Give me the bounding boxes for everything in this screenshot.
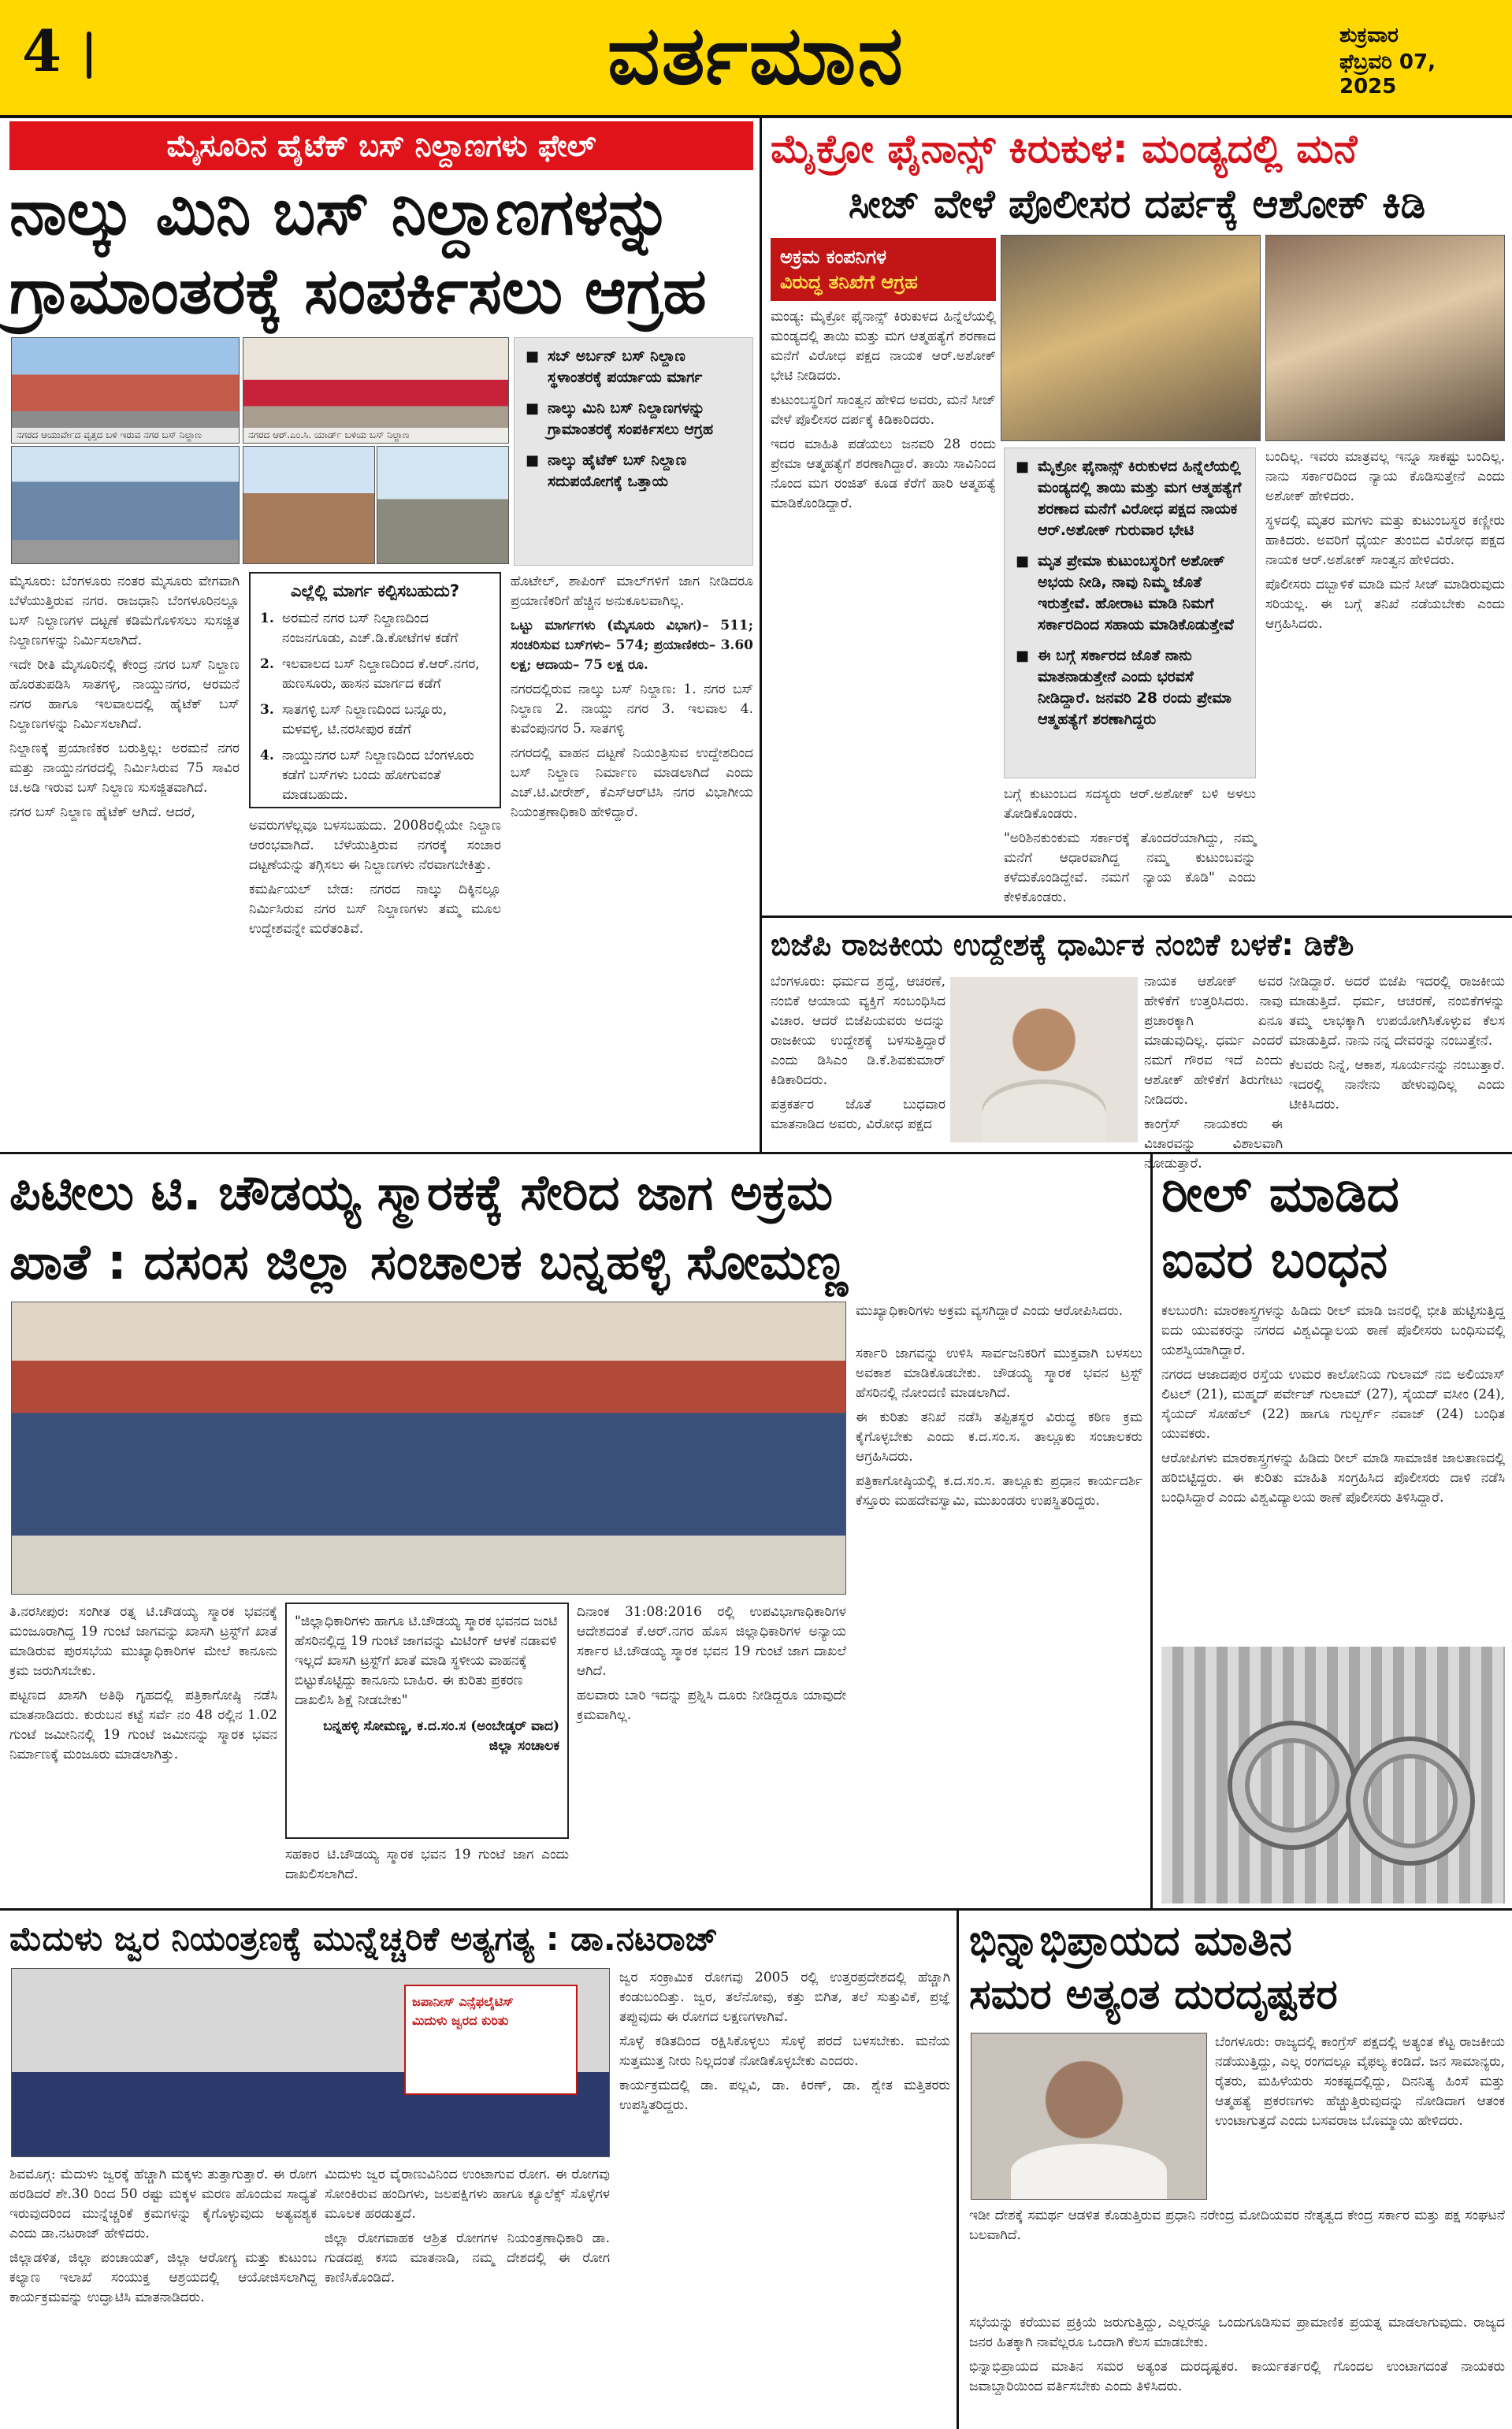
bus-stand-photo-2 [11, 446, 240, 564]
paragraph: ಈ ಕುರಿತು ತನಿಖೆ ನಡೆಸಿ ತಪ್ಪಿತಸ್ಥರ ವಿರುದ್ಧ ಕಠಿಣ ಕ್ರಮ ಕೈಗೊಳ್ಳಬೇಕು ಎಂದು ಕ.ದ.ಸಂ.ಸ. ತಾಲ್ಲೂಕು ಸಂಚಾಲಕರು ಆಗ್ರಹಿಸಿದರು. [856, 1409, 1142, 1465]
paragraph: ತಿ.ನರಸೀಪುರ: ಸಂಗೀತ ರತ್ನ ಟಿ.ಚೌಡಯ್ಯ ಸ್ಮಾರಕ ಭವನಕ್ಕೆ ಮಂಜೂರಾಗಿದ್ದ 19 ಗುಂಟೆ ಜಾಗವನ್ನು ಖಾಸಗಿ ಟ್ರಸ್ಟ್‌ಗೆ ಖಾತೆ ಮಾಡಿರುವ ಪುರಸಭೆಯ ಮುಖ್ಯಾಧಿಕಾರಿಗಳ ಮೇಲೆ ಕಾನೂನು ಕ್ರಮ ಜರುಗಿಸಬೇಕು. [9, 1604, 277, 1679]
story6-headline: ಮೆದುಳು ಜ್ವರ ನಿಯಂತ್ರಣಕ್ಕೆ ಮುನ್ನೆಚ್ಚರಿಕೆ ಅತ್ಯಗತ್ಯ : ಡಾ.ನಟರಾಜ್ [9, 1919, 719, 1958]
handcuff-ring-icon [1350, 1741, 1470, 1861]
story4-mid-end [285, 1845, 569, 1903]
story1-headline-line1: ನಾಲ್ಕು ಮಿನಿ ಬಸ್ ನಿಲ್ದಾಣಗಳನ್ನು [9, 176, 672, 249]
paragraph: ಕಮರ್ಷಿಯಲ್ ಬೇಡ: ನಗರದ ನಾಲ್ಕು ದಿಕ್ಕಿನಲ್ಲೂ ನಿರ್ಮಿಸಿರುವ ನಗರ ಬಸ್ ನಿಲ್ದಾಣಗಳು ತಮ್ಮ ಮೂಲ ಉದ್ದೇಶವನ್ನೇ ಮರೆತಂತಿವೆ. [249, 882, 501, 937]
paragraph: ಬಗ್ಗೆ ಕುಟುಂಬದ ಸದಸ್ಯರು ಆರ್.ಅಶೋಕ್ ಬಳಿ ಅಳಲು ತೋಡಿಕೊಂಡರು. [1004, 786, 1256, 822]
paragraph: ಜ್ವರ ಸಂಕ್ರಾಮಿಕ ರೋಗವು 2005 ರಲ್ಲಿ ಉತ್ತರಪ್ರದೇಶದಲ್ಲಿ ಹೆಚ್ಚಾಗಿ ಕಂಡುಬಂದಿತ್ತು. ಜ್ವರ, ತಲೆನೋವು, ಕತ್ತು ಬಿಗಿತ, ತಲೆ ಸುತ್ತುವಿಕೆ, ಪ್ರಜ್ಞೆ ತಪ್ಪುವುದು ಈ ರೋಗದ ಲಕ್ಷಣಗಳಾಗಿವೆ. [619, 1970, 950, 2025]
story5-headline-line2: ಐವರ ಬಂಧನ [1161, 1231, 1388, 1290]
story1-highlights-box [514, 337, 753, 566]
paragraph: ನಗರದಲ್ಲಿ ವಾಹನ ದಟ್ಟಣೆ ನಿಯಂತ್ರಿಸುವ ಉದ್ದೇಶದಿಂದ ಬಸ್ ನಿಲ್ದಾಣ ನಿರ್ಮಾಣ ಮಾಡಲಾಗಿದೆ ಎಂದು ಎಚ್.ಟಿ.ವೀರೇಶ್, ಕೆಎಸ್‌ಆರ್‌ಟಿಸಿ ನಗರ ವಿಭಾಗೀಯ ನಿಯಂತ್ರಣಾಧಿಕಾರಿ ಹೇಳಿದ್ದಾರೆ. [511, 745, 753, 820]
bus-stand-photo-5 [377, 446, 509, 564]
press-meet-photo [11, 1302, 846, 1595]
photo-caption: ನಗರದ ಆರ್.ಎಂ.ಸಿ. ಯಾರ್ಡ್ ಬಳಿಯ ಬಸ್ ನಿಲ್ದಾಣ [243, 428, 508, 443]
story5-body [1161, 1302, 1505, 1640]
paragraph: ಹಲವಾರು ಬಾರಿ ಇದನ್ನು ಪ್ರಶ್ನಿಸಿ ದೂರು ನೀಡಿದ್ದರೂ ಯಾವುದೇ ಕ್ರಮವಾಗಿಲ್ಲ. [577, 1688, 846, 1723]
paragraph: ಹೊಟೇಲ್, ಶಾಪಿಂಗ್ ಮಾಲ್‌ಗಳಿಗೆ ಜಾಗ ನೀಡಿದರೂ ಪ್ರಯಾಣಿಕರಿಗೆ ಹೆಚ್ಚಿನ ಅನುಕೂಲವಾಗಿಲ್ಲ. [511, 574, 753, 609]
paragraph: ಕಾರ್ಯಕ್ರಮದಲ್ಲಿ ಡಾ. ಪಲ್ಲವಿ, ಡಾ. ಕಿರಣ್, ಡಾ. ಶ್ವೇತ ಮತ್ತಿತರರು ಉಪಸ್ಥಿತರಿದ್ದರು. [619, 2078, 950, 2113]
highlight-item: ■ ಮೃತ ಪ್ರೇಮಾ ಕುಟುಂಬಸ್ಥರಿಗೆ ಅಶೋಕ್ ಅಭಯ ನೀಡಿ, ನಾವು ನಿಮ್ಮ ಜೊತೆ ಇರುತ್ತೇವೆ. ಹೋರಾಟ ಮಾಡಿ ನಿಮಗೆ ಸರ್ಕಾರದಿಂದ ಸಹಾಯ ಮಾಡಿಕೊಡುತ್ತೇವೆ [1016, 551, 1244, 636]
paragraph: ಭಿನ್ನಾಭಿಪ್ರಾಯದ ಮಾತಿನ ಸಮರ ಅತ್ಯಂತ ದುರದೃಷ್ಟಕರ. ಕಾರ್ಯಕರ್ತರಲ್ಲಿ ಗೊಂದಲ ಉಂಟಾಗದಂತೆ ನಾಯಕರು ಜವಾಬ್ದಾರಿಯಿಂದ ವರ್ತಿಸಬೇಕು ಎಂದು ತಿಳಿಸಿದರು. [969, 2359, 1505, 2394]
paragraph: ಬೆಂಗಳೂರು: ಧರ್ಮದ ಶ್ರದ್ಧೆ, ಆಚರಣೆ, ನಂಬಿಕೆ ಆಯಾಯ ವ್ಯಕ್ತಿಗೆ ಸಂಬಂಧಿಸಿದ ವಿಚಾರ. ಆದರೆ ಬಿಜೆಪಿಯವರು ಅದನ್ನು ರಾಜಕೀಯ ಉದ್ದೇಶಕ್ಕೆ ಬಳಸುತ್ತಿದ್ದಾರೆ ಎಂದು ಡಿಸಿಎಂ ಡಿ.ಕೆ.ಶಿವಕುಮಾರ್ ಕಿಡಿಕಾರಿದರು. [771, 974, 945, 1088]
story7-headline-line2: ಸಮರ ಅತ್ಯಂತ ದುರದೃಷ್ಟಕರ [969, 1971, 1338, 2019]
bommai-photo [971, 2033, 1207, 2200]
highlight-item: ■ ಮೈಕ್ರೋ ಫೈನಾನ್ಸ್ ಕಿರುಕುಳದ ಹಿನ್ನೆಲೆಯಲ್ಲಿ ಮಂಡ್ಯದಲ್ಲಿ ತಾಯಿ ಮತ್ತು ಮಗ ಆತ್ಮಹತ್ಯೆಗೆ ಶರಣಾದ ಮನೆಗೆ ವಿರೋಧ ಪಕ್ಷದ ನಾಯಕ ಆರ್.ಅಶೋಕ್ ಗುರುವಾರ ಭೇಟಿ [1016, 456, 1244, 541]
route-item: 2. ಇಲವಾಲದ ಬಸ್ ನಿಲ್ದಾಣದಿಂದ ಕೆ.ಆರ್.ನಗರ, ಹುಣಸೂರು, ಹಾಸನ ಮಾರ್ಗದ ಕಡೆಗೆ [260, 656, 480, 692]
paragraph: ನಿಲ್ದಾಣಕ್ಕೆ ಪ್ರಯಾಣಿಕರ ಬರುತ್ತಿಲ್ಲ: ಅರಮನೆ ನಗರ ಮತ್ತು ನಾಯ್ಡುನಗರದಲ್ಲಿ ನಿರ್ಮಿಸಿರುವ 75 ಸಾವಿರ ಚ.ಅಡಿ ಇರುವ ಬಸ್ ನಿಲ್ದಾಣ ಸುಸಜ್ಜಿತವಾಗಿದೆ. [9, 741, 240, 796]
story3-column-2 [1144, 972, 1283, 1172]
masthead [0, 0, 1512, 118]
story5-headline-line1: ರೀಲ್ ಮಾಡಿದ [1161, 1165, 1399, 1224]
highlight-item: ■ ಈ ಬಗ್ಗೆ ಸರ್ಕಾರದ ಜೊತೆ ನಾನು ಮಾತನಾಡುತ್ತೇನೆ ಎಂದು ಭರವಸೆ ನೀಡಿದ್ದಾರೆ. ಜನವರಿ 28 ರಂದು ಪ್ರೇಮಾ ಆತ್ಮಹತ್ಯೆಗೆ ಶರಣಾಗಿದ್ದರು [1016, 645, 1244, 730]
paragraph: ನಗರದಲ್ಲಿರುವ ನಾಲ್ಕು ಬಸ್ ನಿಲ್ದಾಣ: 1. ನಗರ ಬಸ್ ನಿಲ್ದಾಣ 2. ನಾಯ್ಡು ನಗರ 3. ಇಲವಾಲ 4. ಕುವೆಂಪುನಗರ 5. ಸಾತಗಳ್ಳಿ [511, 682, 753, 737]
dk-shivakumar-photo [950, 977, 1138, 1142]
paragraph: ಕಾಂಗ್ರೆಸ್ ನಾಯಕರು ಈ ವಿಚಾರವನ್ನು ವಿಶಾಲವಾಗಿ ನೋಡುತ್ತಾರೆ. [1144, 1116, 1283, 1172]
box-title: ಎಲ್ಲೆಲ್ಲಿ ಮಾರ್ಗ ಕಲ್ಪಿಸಬಹುದು? [290, 581, 460, 600]
story2-column-3 [1265, 448, 1505, 911]
story1-column-2 [249, 816, 501, 1147]
section-divider [0, 1152, 1512, 1154]
paragraph: ಇಡೀ ದೇಶಕ್ಕೆ ಸಮರ್ಥ ಆಡಳಿತ ಕೊಡುತ್ತಿರುವ ಪ್ರಧಾನಿ ನರೇಂದ್ರ ಮೋದಿಯವರ ನೇತೃತ್ವದ ಕೇಂದ್ರ ಸರ್ಕಾರ ಮತ್ತು ಪಕ್ಷ ಸಂಘಟನೆ ಬಲವಾಗಿದೆ. [969, 2208, 1505, 2243]
ashok-visit-photo-2 [1265, 235, 1505, 441]
paragraph: ನಗರ ಬಸ್ ನಿಲ್ದಾಣ ಹೈಟೆಕ್ ಆಗಿದೆ. ಆದರೆ, [9, 804, 195, 820]
paragraph: ಕಲಬುರಗಿ: ಮಾರಕಾಸ್ತ್ರಗಳನ್ನು ಹಿಡಿದು ರೀಲ್ ಮಾಡಿ ಜನರಲ್ಲಿ ಭೀತಿ ಹುಟ್ಟಿಸುತ್ತಿದ್ದ ಐದು ಯುವಕರನ್ನು ನಗರದ ವಿಶ್ವವಿದ್ಯಾಲಯ ಠಾಣೆ ಪೊಲೀಸರು ಬಂಧಿಸುವಲ್ಲಿ ಯಶಸ್ವಿಯಾಗಿದ್ದಾರೆ. [1161, 1303, 1505, 1358]
paragraph: ಒಟ್ಟು ಮಾರ್ಗಗಳು (ಮೈಸೂರು ವಿಭಾಗ)– 511; ಸಂಚರಿಸುವ ಬಸ್‌ಗಳು– 574; ಪ್ರಯಾಣಿಕರು– 3.60 ಲಕ್ಷ; ಆದಾಯ– 75 ಲಕ್ಷ ರೂ. [511, 618, 753, 673]
story7-column-bottom [969, 2313, 1505, 2423]
bus-stand-photo-4 [243, 446, 375, 564]
column-divider [1150, 1152, 1153, 1908]
paragraph: ಕೆಲವರು ನಿನ್ನೆ, ಆಕಾಶ, ಸೂರ್ಯನನ್ನು ನಂಬುತ್ತಾರೆ. ಇದರಲ್ಲಿ ನಾನೇನು ಹೇಳುವುದಿಲ್ಲ ಎಂದು ಟೀಕಿಸಿದರು. [1289, 1057, 1505, 1112]
paragraph: ಸಹಕಾರ ಟಿ.ಚೌಡಯ್ಯ ಸ್ಮಾರಕ ಭವನ 19 ಗುಂಟೆ ಜಾಗ ಎಂದು ದಾಖಲಿಸಲಾಗಿದೆ. [285, 1847, 569, 1882]
quote-author: ಬನ್ನಹಳ್ಳಿ ಸೋಮಣ್ಣ, ಕ.ದ.ಸಂ.ಸ (ಅಂಬೇಡ್ಕರ್ ವಾದ) ಜಿಲ್ಲಾ ಸಂಚಾಲಕ [323, 1718, 559, 1754]
paragraph: ಸಭೆಯನ್ನು ಕರೆಯುವ ಪ್ರಕ್ರಿಯೆ ಜರುಗುತ್ತಿದ್ದು, ಎಲ್ಲರನ್ನೂ ಒಂದುಗೂಡಿಸುವ ಪ್ರಾಮಾಣಿಕ ಪ್ರಯತ್ನ ಮಾಡಲಾಗುವುದು. ರಾಜ್ಯದ ಜನರ ಹಿತಕ್ಕಾಗಿ ನಾವೆಲ್ಲರೂ ಒಂದಾಗಿ ಕೆಲಸ ಮಾಡಬೇಕು. [969, 2315, 1505, 2350]
story7-headline-line1: ಭಿನ್ನಾಭಿಪ್ರಾಯದ ಮಾತಿನ [969, 1918, 1292, 1965]
story1-column-1 [9, 572, 240, 1147]
story6-column-1 [9, 2165, 317, 2425]
paragraph: ಪತ್ರಿಕಾಗೋಷ್ಠಿಯಲ್ಲಿ ಕ.ದ.ಸಂ.ಸ. ತಾಲ್ಲೂಕು ಪ್ರಧಾನ ಕಾರ್ಯದರ್ಶಿ ಕೆಸ್ತೂರು ಮಹದೇವಸ್ವಾಮಿ, ಮುಖಂಡರು ಉಪಸ್ಥಿತರಿದ್ದರು. [856, 1473, 1142, 1509]
story2-column-1 [771, 307, 996, 906]
route-item: 1. ಅರಮನೆ ನಗರ ಬಸ್ ನಿಲ್ದಾಣದಿಂದ ನಂಜನಗೂಡು, ಎಚ್.ಡಿ.ಕೋಟೆಗಳ ಕಡೆಗೆ [260, 611, 459, 646]
paragraph: ನೀಡಿದ್ದಾರೆ. ಅದರೆ ಬಿಜೆಪಿ ಇದರಲ್ಲಿ ರಾಜಕೀಯ ಮಾಡುತ್ತಿದೆ. ಧರ್ಮ, ಆಚರಣೆ, ನಂಬಿಕೆಗಳನ್ನು ತಮ್ಮ ಲಾಭಕ್ಕಾಗಿ ಉಪಯೋಗಿಸಿಕೊಳ್ಳುವ ಕೆಲಸ ಮಾಡುತ್ತಿದೆ. ನಾನು ನನ್ನ ದೇವರನ್ನು ನಂಬುತ್ತೇನೆ. [1289, 974, 1505, 1049]
story6-column-2 [325, 2165, 610, 2425]
paragraph: ಅವರುಗಳೆಲ್ಲವೂ ಬಳಸಬಹುದು. 2008ರಲ್ಲಿಯೇ ನಿಲ್ದಾಣ ಆರಂಭವಾಗಿದೆ. ಬೆಳೆಯುತ್ತಿರುವ ನಗರಕ್ಕೆ ಸಂಚಾರ ದಟ್ಟಣೆಯನ್ನು ತಗ್ಗಿಸಲು ಈ ನಿಲ್ದಾಣಗಳು ನೆರವಾಗಬೇಕಿತ್ತು. [249, 818, 501, 873]
paragraph: ಸ್ಥಳದಲ್ಲಿ ಮೃತರ ಮಗಳು ಮತ್ತು ಕುಟುಂಬಸ್ಥರ ಕಣ್ಣೀರು ಹಾಕಿದರು. ಅವರಿಗೆ ಧೈರ್ಯ ತುಂಬಿದ ವಿರೋಧ ಪಕ್ಷದ ನಾಯಕ ಆರ್.ಅಶೋಕ್ ಸಾಂತ್ವನ ಹೇಳಿದರು. [1265, 513, 1505, 568]
route-item: 4. ನಾಯ್ಡುನಗರ ಬಸ್ ನಿಲ್ದಾಣದಿಂದ ಬೆಂಗಳೂರು ಕಡೆಗೆ ಬಸ್‌ಗಳು ಬಂದು ಹೋಗುವಂತೆ ಮಾಡಬಹುದು. [260, 748, 474, 803]
story4-left-column [9, 1603, 277, 1903]
paragraph: ಮೈಸೂರು: ಬೆಂಗಳೂರು ನಂತರ ಮೈಸೂರು ವೇಗವಾಗಿ ಬೆಳೆಯುತ್ತಿರುವ ನಗರ. ರಾಜಧಾನಿ ಬೆಂಗಳೂರಿನಲ್ಲೂ ಬಸ್ ನಿಲ್ದಾಣಗಳ ದಟ್ಟಣೆ ಕಡಿಮೆಗೊಳಿಸಲು ಸುಸಜ್ಜಿತ ನಿಲ್ದಾಣಗಳನ್ನು ನಿರ್ಮಿಸಲಾಗಿದೆ. [9, 574, 240, 648]
ashok-visit-photo-1 [1001, 235, 1261, 441]
paragraph: ಜಿಲ್ಲಾ ರೋಗವಾಹಕ ಆಶ್ರಿತ ರೋಗಗಳ ನಿಯಂತ್ರಣಾಧಿಕಾರಿ ಡಾ. ಗುಡದಪ್ಪ ಕಸಬಿ ಮಾತನಾಡಿ, ನಮ್ಮ ದೇಶದಲ್ಲಿ ಈ ರೋಗ ಕಾಣಿಸಿಕೊಂಡಿದೆ. [325, 2230, 610, 2286]
issue-day: ಶುಕ್ರವಾರ [1339, 24, 1399, 47]
pin-icon [87, 32, 91, 79]
story7-column-middle [969, 2206, 1505, 2308]
story3-headline: ಬಿಜೆಪಿ ರಾಜಕೀಯ ಉದ್ದೇಶಕ್ಕೆ ಧಾರ್ಮಿಕ ನಂಬಿಕೆ ಬಳಕೆ: ಡಿಕೆಶಿ [771, 927, 1354, 962]
newspaper-title: ವರ್ತಮಾನ [607, 6, 905, 103]
quote-box [285, 1603, 569, 1839]
paragraph: ಬೆಂಗಳೂರು: ರಾಜ್ಯದಲ್ಲಿ ಕಾಂಗ್ರೆಸ್ ಪಕ್ಷದಲ್ಲಿ ಅತ್ಯಂತ ಕೆಟ್ಟ ರಾಜಕೀಯ ನಡೆಯುತ್ತಿದ್ದು, ಎಲ್ಲ ರಂಗದಲ್ಲೂ ವೈಫಲ್ಯ ಕಂಡಿದೆ. ಜನ ಸಾಮಾನ್ಯರು, ರೈತರು, ಮಹಿಳೆಯರು ಸಂಕಷ್ಟದಲ್ಲಿದ್ದು, ದಿನನಿತ್ಯ ಹಿಂಸೆ ಮತ್ತು ಆತ್ಮಹತ್ಯೆ ಪ್ರಕರಣಗಳು ಹೆಚ್ಚುತ್ತಿರುವುದನ್ನು ನೋಡಿದಾಗ ಆತಂಕ ಉಂಟಾಗುತ್ತದೆ ಎಂದು ಬಸವರಾಜ ಬೊಮ್ಮಾಯಿ ಹೇಳಿದರು. [1215, 2034, 1505, 2129]
highlight-item: ■ ಸಬ್ ಅರ್ಬನ್ ಬಸ್ ನಿಲ್ದಾಣ ಸ್ಥಳಾಂತರಕ್ಕೆ ಪರ್ಯಾಯ ಮಾರ್ಗ [526, 346, 741, 388]
column-divider [760, 118, 762, 1152]
story6-column-3 [619, 1968, 950, 2425]
paragraph: ಸರ್ಕಾರಿ ಜಾಗವನ್ನು ಉಳಿಸಿ ಸಾರ್ವಜನಿಕರಿಗೆ ಮುಕ್ತವಾಗಿ ಬಳಸಲು ಅವಕಾಶ ಮಾಡಿಕೊಡಬೇಕು. ಚೌಡಯ್ಯ ಸ್ಮಾರಕ ಭವನ ಟ್ರಸ್ಟ್ ಹೆಸರಿನಲ್ಲಿ ನೋಂದಣಿ ಮಾಡಲಾಗಿದೆ. [856, 1346, 1142, 1401]
paragraph: ಇದರ ಮಾಹಿತಿ ಪಡೆಯಲು ಜನವರಿ 28 ರಂದು ಪ್ರೇಮಾ ಆತ್ಮಹತ್ಯೆಗೆ ಶರಣಾಗಿದ್ದಾರೆ. ತಾಯಿ ಸಾವಿನಿಂದ ನೊಂದ ಮಗ ರಂಜಿತ್ ಕೂಡ ಕೆರೆಗೆ ಹಾರಿ ಆತ್ಮಹತ್ಯೆ ಮಾಡಿಕೊಂಡಿದ್ದಾರೆ. [771, 436, 996, 511]
story2-kicker-box [771, 238, 996, 301]
route-item: 3. ಸಾತಗಳ್ಳಿ ಬಸ್ ನಿಲ್ದಾಣದಿಂದ ಬನ್ನೂರು, ಮಳವಳ್ಳಿ, ಟಿ.ನರಸೀಪುರ ಕಡೆಗೆ [260, 702, 448, 737]
issue-date: ಫೆಬ್ರವರಿ 07, 2025 [1339, 50, 1436, 98]
highlight-item: ■ ನಾಲ್ಕು ಮಿನಿ ಬಸ್ ನಿಲ್ದಾಣಗಳನ್ನು ಗ್ರಾಮಾಂತರಕ್ಕೆ ಸಂಪರ್ಕಿಸಲು ಆಗ್ರಹ [526, 398, 741, 440]
section-divider [0, 1908, 1512, 1911]
story4-right-column [856, 1344, 1142, 1903]
shirt-shape [1011, 2144, 1167, 2199]
paragraph: ಪಟ್ಟಣದ ಖಾಸಗಿ ಅತಿಥಿ ಗೃಹದಲ್ಲಿ ಪತ್ರಿಕಾಗೋಷ್ಠಿ ನಡೆಸಿ ಮಾತನಾಡಿದರು. ಕುರುಬನ ಕಟ್ಟೆ ಸರ್ವೆ ನಂ 48 ರಲ್ಲಿನ 1.02 ಗುಂಟೆ ಜಮೀನಿನಲ್ಲಿ 19 ಗುಂಟೆ ಜಮೀನನ್ನು ಸ್ಮಾರಕ ಭವನ ನಿರ್ಮಾಣಕ್ಕೆ ಮಂಜೂರು ಮಾಡಲಾಗಿತ್ತು. [9, 1688, 277, 1762]
banner-text: ಜಪಾನೀಸ್ ಎನ್ಸೆಫಲೈಟಿಸ್ [412, 1994, 514, 2009]
bus-stand-photo-3 [243, 337, 509, 444]
story3-column-1 [771, 972, 945, 1147]
route-suggestion-box [249, 572, 501, 808]
handcuffs-photo [1161, 1647, 1505, 1903]
photo-caption: ನಗರದ ಆಯುರ್ವೇದ ವೃತ್ತದ ಬಳಿ ಇರುವ ನಗರ ಬಸ್ ನಿಲ್ದಾಣ [12, 428, 239, 443]
handcuff-ring-icon [1232, 1725, 1352, 1845]
paragraph: ಪತ್ರಕರ್ತರ ಜೊತೆ ಬುಧವಾರ ಮಾತನಾಡಿದ ಅವರು, ವಿರೋಧ ಪಕ್ಷದ [771, 1097, 945, 1132]
quote-text: "ಜಿಲ್ಲಾಧಿಕಾರಿಗಳು ಹಾಗೂ ಟಿ.ಚೌಡಯ್ಯ ಸ್ಮಾರಕ ಭವನದ ಜಂಟಿ ಹೆಸರಿನಲ್ಲಿದ್ದ 19 ಗುಂಟೆ ಜಾಗವನ್ನು ಮಿಟಿಂಗ್ ಆಳಕೆ ನಡಾವಳಿ ಇಲ್ಲದೆ ಖಾಸಗಿ ಟ್ರಸ್ಟ್‌ಗೆ ಖಾತೆ ಮಾಡಿ ಸ್ಥಳೀಯ ವಾಹನಕ್ಕೆ ಬಿಟ್ಟುಕೊಟ್ಟಿದ್ದು ಕಾನೂನು ಬಾಹಿರ. ಈ ಕುರಿತು ಪ್ರಕರಣ ದಾಖಲಿಸಿ ಶಿಕ್ಷೆ ನೀಡಬೇಕು" [295, 1614, 558, 1708]
paragraph: ಸೊಳ್ಳೆ ಕಡಿತದಿಂದ ರಕ್ಷಿಸಿಕೊಳ್ಳಲು ಸೊಳ್ಳೆ ಪರದೆ ಬಳಸಬೇಕು. ಮನೆಯ ಸುತ್ತಮುತ್ತ ನೀರು ನಿಲ್ಲದಂತೆ ನೋಡಿಕೊಳ್ಳಬೇಕು ಎಂದರು. [619, 2033, 950, 2069]
story2-highlights-box [1004, 448, 1256, 778]
column-divider [957, 1908, 959, 2429]
paragraph: ಇದೇ ರೀತಿ ಮೈಸೂರಿನಲ್ಲಿ ಕೇಂದ್ರ ನಗರ ಬಸ್ ನಿಲ್ದಾಣ ಹೊರತುಪಡಿಸಿ ಸಾತಗಳ್ಳಿ, ನಾಯ್ಡುನಗರ, ಆರಮನೆ ನಗರ ಹಾಗೂ ಇಲವಾಲದಲ್ಲಿ ಹೈಟೆಕ್ ಬಸ್ ನಿಲ್ದಾಣಗಳನ್ನು ನಿರ್ಮಿಸಲಾಗಿದೆ. [9, 657, 240, 732]
story3-column-3 [1289, 972, 1505, 1147]
program-banner [404, 1985, 578, 2095]
story2-column-2 [1004, 785, 1256, 911]
paragraph: ಮುಖ್ಯಾಧಿಕಾರಿಗಳು ಅಕ್ರಮ ವ್ಯಸಗಿದ್ದಾರೆ ಎಂದು ಆರೋಪಿಸಿದರು. [856, 1303, 1124, 1319]
story1-column-3 [511, 572, 753, 1147]
paragraph: ನಗರದ ಆಜಾದಪುರ ರಸ್ತೆಯ ಉಮರ ಕಾಲೋನಿಯ ಗುಲಾಮ್ ನಬಿ ಅಲಿಯಾಸ್ ಲಿಟಲ್ (21), ಮಹ್ಮದ್ ಪರ್ವೇಜ್ ಗುಲಾಮ್ (27), ಸೈಯದ್ ವಸೀಂ (24), ಸೈಯದ್ ಸೋಹೆಲ್ (22) ಹಾಗೂ ಗುಲ್ಬರ್ಗ್ ನವಾಜ್ (24) ಬಂಧಿತ ಯುವಕರು. [1161, 1367, 1505, 1442]
paragraph: ಬಂದಿಲ್ಲ. ಇವರು ಮಾತ್ರವಲ್ಲ ಇನ್ನೂ ಸಾಕಷ್ಟು ಬಂದಿಲ್ಲ. ನಾನು ಸರ್ಕಾರದಿಂದ ನ್ಯಾಯ ಕೊಡಿಸುತ್ತೇನೆ ಎಂದು ಅಶೋಕ್ ಹೇಳಿದರು. [1265, 449, 1505, 504]
paragraph: ಶಿವಮೊಗ್ಗ: ಮೆದುಳು ಜ್ವರಕ್ಕೆ ಹೆಚ್ಚಾಗಿ ಮಕ್ಕಳು ತುತ್ತಾಗುತ್ತಾರೆ. ಈ ರೋಗ ಹರಡಿದರೆ ಶೇ.30 ರಿಂದ 50 ರಷ್ಟು ಮಕ್ಕಳ ಮರಣ ಹೊಂದುವ ಸಾಧ್ಯತೆ ಇರುವುದರಿಂದ ಮುನ್ನೆಚ್ಚರಿಕೆ ಕ್ರಮಗಳನ್ನು ಕೈಗೊಳ್ಳುವುದು ಅತ್ಯವಶ್ಯಕ ಎಂದು ಡಾ.ನಟರಾಜ್ ಹೇಳಿದರು. [9, 2167, 317, 2241]
paragraph: ಜಿಲ್ಲಾಡಳಿತ, ಜಿಲ್ಲಾ ಪಂಚಾಯತ್, ಜಿಲ್ಲಾ ಆರೋಗ್ಯ ಮತ್ತು ಕುಟುಂಬ ಕಲ್ಯಾಣ ಇಲಾಖೆ ಸಂಯುಕ್ತ ಆಶ್ರಯದಲ್ಲಿ ಆಯೋಜಿಸಲಾಗಿದ್ದ ಕಾರ್ಯಕ್ರಮವನ್ನು ಉದ್ಘಾಟಿಸಿ ಮಾತನಾಡಿದರು. [9, 2250, 317, 2305]
kicker-line: ಅಕ್ರಮ ಕಂಪನಿಗಳ [780, 246, 886, 268]
story4-headline-line2: ಖಾತೆ : ದಸಂಸ ಜಿಲ್ಲಾ ಸಂಚಾಲಕ ಬನ್ನಹಳ್ಳಿ ಸೋಮಣ್ಣ [9, 1233, 848, 1291]
paragraph: ದಿನಾಂಕ 31:08:2016 ರಲ್ಲಿ ಉಪವಿಭಾಗಾಧಿಕಾರಿಗಳ ಆದೇಶದಂತೆ ಕೆ.ಆರ್.ನಗರ ಹೊಸ ಜಿಲ್ಲಾಧಿಕಾರಿಗಳ ಅನ್ಯಾಯ ಸರ್ಕಾರ ಟಿ.ಚೌಡಯ್ಯ ಸ್ಮಾರಕ ಭವನ 19 ಗುಂಟೆ ಜಾಗ ದಾಖಲೆ ಆಗಿದೆ. [577, 1604, 846, 1679]
highlight-item: ■ ನಾಲ್ಕು ಹೈಟೆಕ್ ಬಸ್ ನಿಲ್ದಾಣ ಸದುಪಯೋಗಕ್ಕೆ ಒತ್ತಾಯ [526, 450, 741, 492]
paragraph: ಆರೋಪಿಗಳು ಮಾರಕಾಸ್ತ್ರಗಳನ್ನು ಹಿಡಿದು ರೀಲ್ ಮಾಡಿ ಸಾಮಾಜಿಕ ಜಾಲತಾಣದಲ್ಲಿ ಹರಿಬಿಟ್ಟಿದ್ದರು. ಈ ಕುರಿತು ಮಾಹಿತಿ ಸಂಗ್ರಹಿಸಿದ ಪೊಲೀಸರು ದಾಳಿ ನಡೆಸಿ ಬಂಧಿಸಿದ್ದಾರೆ ಎಂದು ವಿಶ್ವವಿದ್ಯಾಲಯ ಠಾಣೆ ಪೊಲೀಸರು ತಿಳಿಸಿದ್ದಾರೆ. [1161, 1450, 1505, 1506]
story2-headline-line1: ಮೈಕ್ರೋ ಫೈನಾನ್ಸ್ ಕಿರುಕುಳ: ಮಂಡ್ಯದಲ್ಲಿ ಮನೆ [771, 126, 1358, 172]
paragraph: ಪೊಲೀಸರು ದಬ್ಬಾಳಿಕೆ ಮಾಡಿ ಮನೆ ಸೀಜ್ ಮಾಡಿರುವುದು ಸರಿಯಲ್ಲ. ಈ ಬಗ್ಗೆ ತನಿಖೆ ನಡೆಯಬೇಕು ಎಂದು ಆಗ್ರಹಿಸಿದರು. [1265, 577, 1505, 632]
story7-column-top-right [1215, 2033, 1505, 2200]
paragraph: ಕುಟುಂಬಸ್ಥರಿಗೆ ಸಾಂತ್ವನ ಹೇಳಿದ ಅವರು, ಮನೆ ಸೀಜ್ ವೇಳೆ ಪೊಲೀಸರ ದರ್ಪಕ್ಕೆ ಕಿಡಿಕಾರಿದರು. [771, 392, 996, 428]
kicker-line: ವಿರುದ್ಧ ತನಿಖೆಗೆ ಆಗ್ರಹ [780, 271, 918, 293]
story1-kicker: ಮೈಸೂರಿನ ಹೈಟೆಕ್ ಬಸ್ ನಿಲ್ದಾಣಗಳು ಫೇಲ್ [9, 121, 753, 170]
story4-headline-line1: ಪಿಟೀಲು ಟಿ. ಚೌಡಯ್ಯ ಸ್ಮಾರಕಕ್ಕೆ ಸೇರಿದ ಜಾಗ ಅಕ್ರಮ [9, 1164, 834, 1221]
story4-right-intro [856, 1302, 1142, 1336]
story2-headline-line2: ಸೀಜ್ ವೇಳೆ ಪೊಲೀಸರ ದರ್ಪಕ್ಕೆ ಆಶೋಕ್ ಕಿಡಿ [848, 181, 1426, 227]
paragraph: ಮಂಡ್ಯ: ಮೈಕ್ರೋ ಫೈನಾನ್ಸ್ ಕಿರುಕುಳದ ಹಿನ್ನೆಲೆಯಲ್ಲಿ ಮಂಡ್ಯದಲ್ಲಿ ತಾಯಿ ಮತ್ತು ಮಗ ಆತ್ಮಹತ್ಯೆಗೆ ಶರಣಾದ ಮನೆಗೆ ವಿರೋಧ ಪಕ್ಷದ ನಾಯಕ ಆರ್.ಅಶೋಕ್ ಭೇಟಿ ನೀಡಿದರು. [771, 309, 996, 384]
shirt-shape [982, 1079, 1106, 1142]
story4-mid-column [577, 1603, 846, 1903]
paragraph: "ಅರಿಶಿನಕುಂಕುಮ ಸರ್ಕಾರಕ್ಕೆ ತೊಂದರೆಯಾಗಿದ್ದು, ನಮ್ಮ ಮನೆಗೆ ಆಧಾರವಾಗಿದ್ದ ನಮ್ಮ ಕುಟುಂಬವನ್ನು ಕಳೆದುಕೊಂಡಿದ್ದೇವೆ. ನಮಗೆ ನ್ಯಾಯ ಕೊಡಿ" ಎಂದು ಕೇಳಿಕೊಂಡರು. [1004, 830, 1256, 905]
banner-text: ಮಿದುಳು ಜ್ವರದ ಕುರಿತು [412, 2013, 509, 2028]
awareness-program-photo [11, 1968, 610, 2157]
paragraph: ಮಿದುಳು ಜ್ವರ ವೈರಾಣುವಿನಿಂದ ಉಂಟಾಗುವ ರೋಗ. ಈ ರೋಗವು ಸೋಂಕಿರುವ ಹಂದಿಗಳು, ಜಲಪಕ್ಷಿಗಳು ಹಾಗೂ ಕ್ಯೂಲೆಕ್ಸ್ ಸೊಳ್ಳೆಗಳ ಮೂಲಕ ಹರಡುತ್ತದೆ. [325, 2167, 610, 2222]
story1-headline-line2: ಗ್ರಾಮಾಂತರಕ್ಕೆ ಸಂಪರ್ಕಿಸಲು ಆಗ್ರಹ [9, 254, 707, 328]
paragraph: ನಾಯಕ ಆಶೋಕ್ ಅವರ ಹೇಳಿಕೆಗೆ ಉತ್ತರಿಸಿದರು. ನಾವು ಪ್ರಚಾರಕ್ಕಾಗಿ ಏನೂ ಮಾಡುವುದಿಲ್ಲ. ಧರ್ಮ ಎಂದರೆ ನಮಗೆ ಗೌರವ ಇದೆ ಎಂದು ಆಶೋಕ್ ಹೇಳಿಕೆಗೆ ತಿರುಗೇಟು ನೀಡಿದರು. [1144, 974, 1283, 1108]
section-divider [760, 916, 1512, 918]
bus-stand-photo-1 [11, 337, 240, 444]
page-number: 4 [22, 17, 62, 84]
